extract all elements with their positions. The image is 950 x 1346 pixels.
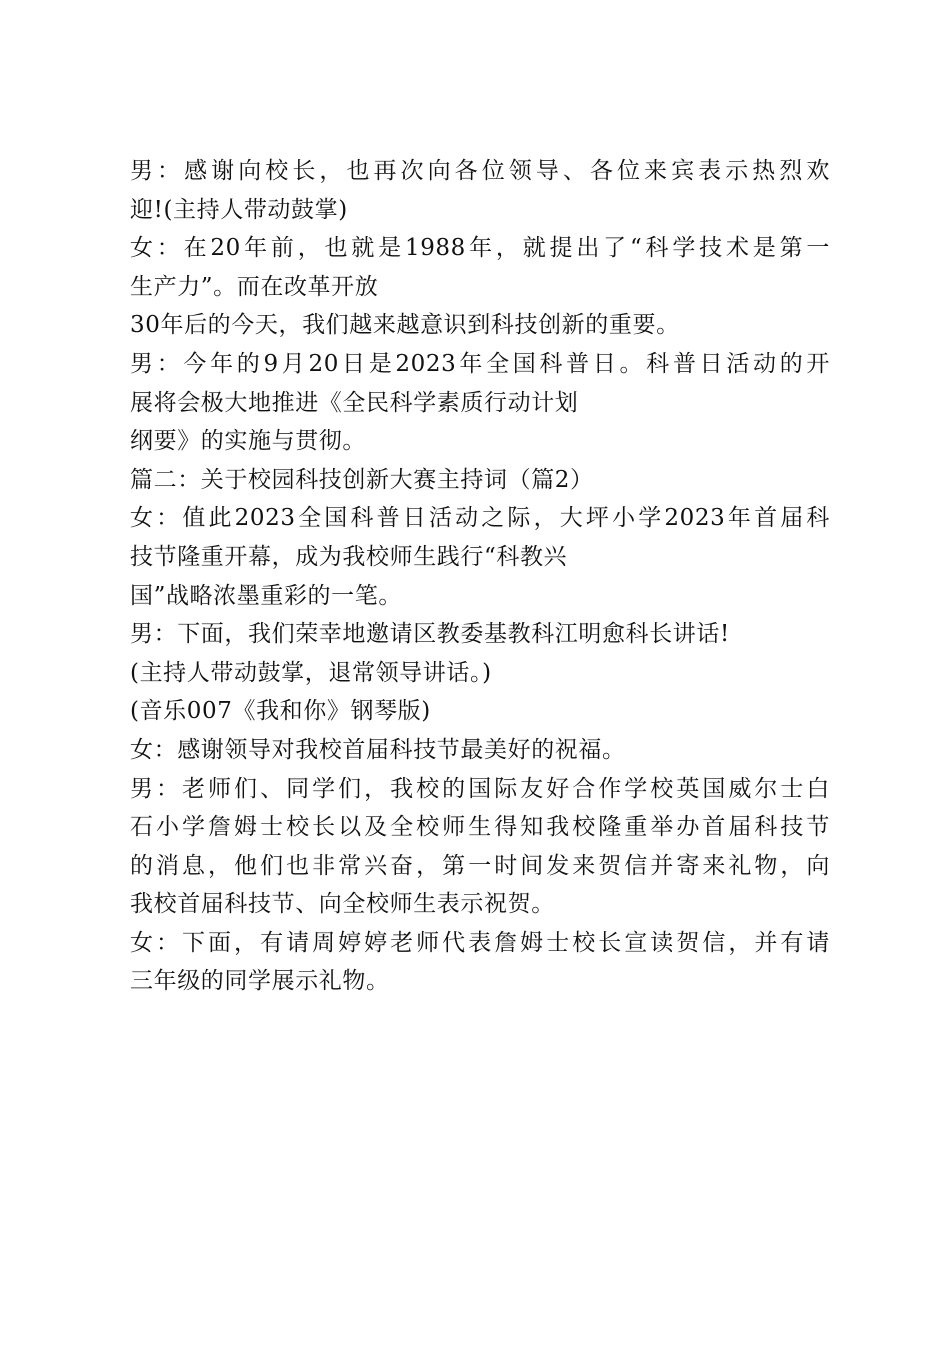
text-line: 技节隆重开幕，成为我校师生践行“科教兴 [130,543,568,570]
text-line: 国”战略浓墨重彩的一笔。 [130,582,402,609]
text-line: 迎!(主持人带动鼓掌) [130,196,348,223]
text-line: 女：下面，有请周婷婷老师代表詹姆士校长宣读贺信，并有请 [130,929,830,956]
text-line: 女：在20年前，也就是1988年，就提出了“科学技术是第一 [130,235,830,262]
text-line: (主持人带动鼓掌，退常领导讲话。) [130,659,492,686]
text-line: 男：下面，我们荣幸地邀请区教委基教科江明愈科长讲话! [130,621,730,648]
text-line: 女：感谢领导对我校首届科技节最美好的祝福。 [130,736,626,763]
document-body [130,152,830,1001]
text-line: (音乐007《我和你》钢琴版) [130,698,431,725]
text-line: 生产力”。而在改革开放 [130,273,379,300]
text-line: 我校首届科技节、向全校师生表示祝贺。 [130,891,555,918]
text-line: 三年级的同学展示礼物。 [130,968,390,995]
text-line: 男：今年的9月20日是2023年全国科普日。科普日活动的开 [130,350,830,377]
text-line: 男：感谢向校长，也再次向各位领导、各位来宾表示热烈欢 [130,158,830,184]
text-line: 的消息，他们也非常兴奋，第一时间发来贺信并寄来礼物，向 [130,852,830,879]
text-line: 石小学詹姆士校长以及全校师生得知我校隆重举办首届科技节 [130,814,830,841]
text-line: 男：老师们、同学们，我校的国际友好合作学校英国威尔士白 [130,775,830,802]
text-line: 篇二：关于校园科技创新大赛主持词（篇2） [130,466,594,493]
text-line: 展将会极大地推进《全民科学素质行动计划 [130,389,579,416]
text-line: 纲要》的实施与贯彻。 [130,428,366,455]
text-line: 女：值此2023全国科普日活动之际，大坪小学2023年首届科 [130,505,830,532]
text-line: 30年后的今天，我们越来越意识到科技创新的重要。 [130,312,680,339]
